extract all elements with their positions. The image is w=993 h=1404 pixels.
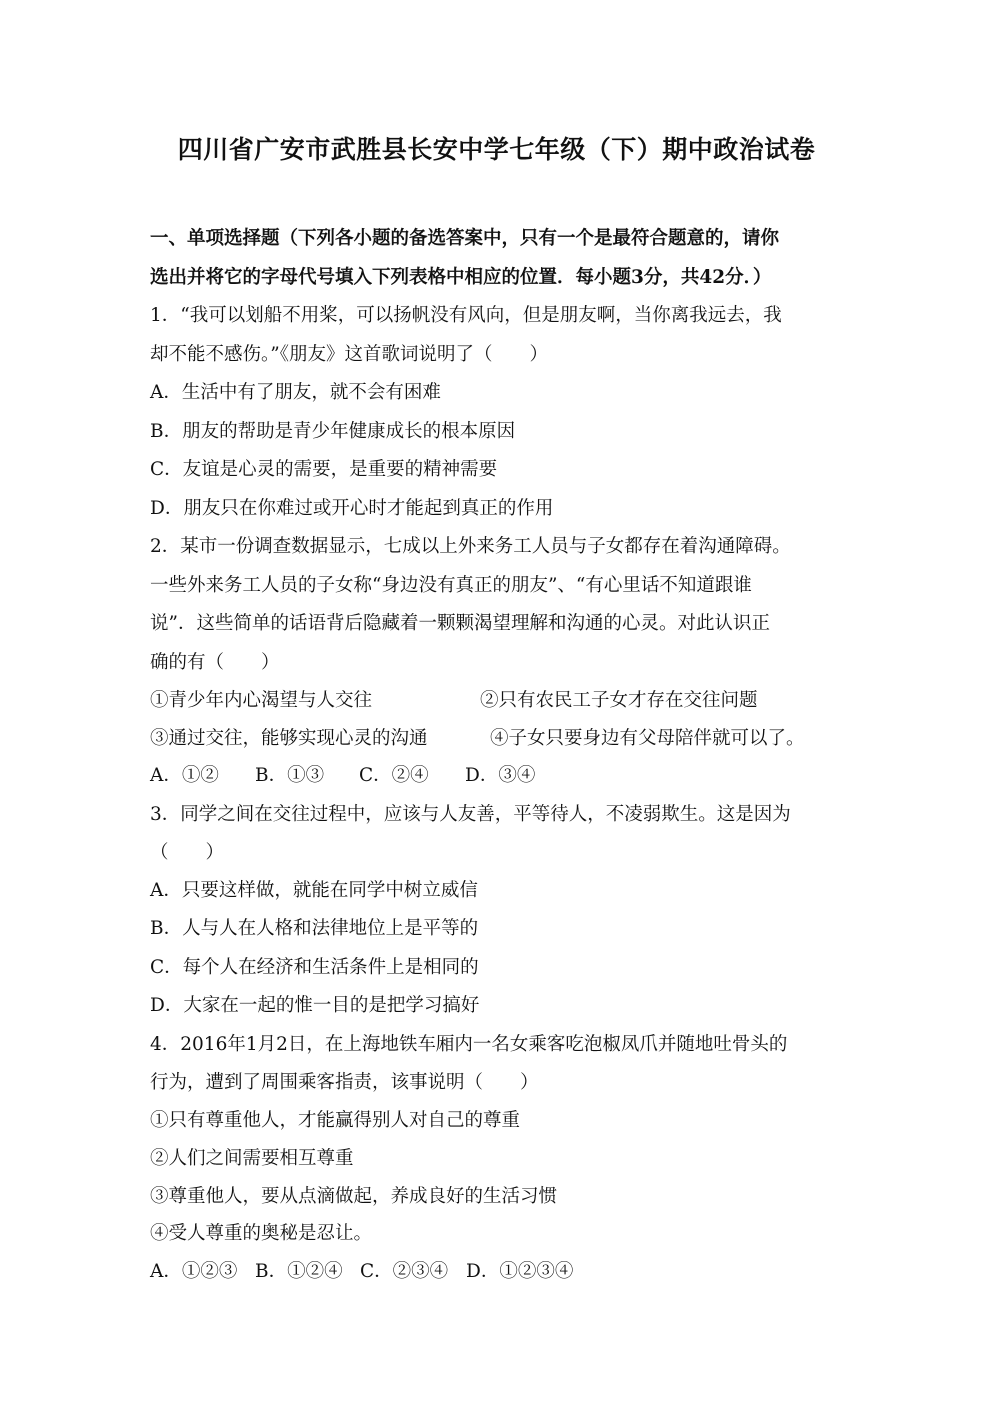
q2-statements-row-1 [150,688,850,714]
page-title: 四川省广安市武胜县长安中学七年级（下）期中政治试卷 [177,135,816,164]
q1-option-d: D．朋友只在你难过或开心时才能起到真正的作用 [150,498,554,519]
q1-option-b: B．朋友的帮助是青少年健康成长的根本原因 [150,421,516,442]
q2-stem-line-2: 一些外来务工人员的子女称“身边没有真正的朋友”、“有心里话不知道跟谁 [150,575,752,596]
q1-stem-line-1: 1．“我可以划船不用桨，可以扬帆没有风向，但是朋友啊，当你离我远去，我 [150,305,782,326]
q4-stem-line-2: 行为，遭到了周围乘客指责，该事说明（ ） [150,1072,539,1093]
q2-option-c: C．②④ [359,765,429,786]
q2-statements-row-2 [150,726,850,752]
q2-options-row [150,763,850,789]
q2-option-d: D．③④ [465,765,536,786]
q2-stem-line-3: 说”．这些简单的话语背后隐藏着一颗颗渴望理解和沟通的心灵。对此认识正 [150,613,770,634]
q3-stem-line-1: 3．同学之间在交往过程中，应该与人友善，平等待人，不凌弱欺生。这是因为 [150,804,791,825]
q2-stem-line-4: 确的有（ ） [150,652,280,673]
q4-statement-1: ①只有尊重他人，才能赢得别人对自己的尊重 [150,1110,521,1131]
q2-statement-3: ③通过交往，能够实现心灵的沟通 [150,728,428,749]
section-heading-line-1: 一、单项选择题（下列各小题的备选答案中，只有一个是最符合题意的，请你 [150,228,780,249]
q4-statement-4: ④受人尊重的奥秘是忍让。 [150,1223,373,1244]
q4-statement-2: ②人们之间需要相互尊重 [150,1148,354,1169]
q2-statement-4: ④子女只要身边有父母陪伴就可以了。 [490,728,805,749]
q3-option-b: B．人与人在人格和法律地位上是平等的 [150,918,479,939]
q3-option-d: D．大家在一起的惟一目的是把学习搞好 [150,995,480,1016]
q4-option-b: B．①②④ [255,1261,343,1282]
q4-statement-3: ③尊重他人，要从点滴做起，养成良好的生活习惯 [150,1186,558,1207]
q4-option-a: A．①②③ [150,1261,238,1282]
q4-options-row [150,1259,850,1285]
q3-option-c: C．每个人在经济和生活条件上是相同的 [150,957,479,978]
q4-option-c: C．②③④ [360,1261,449,1282]
q4-stem-line-1: 4．2016年1月2日，在上海地铁车厢内一名女乘客吃泡椒凤爪并随地吐骨头的 [150,1034,788,1055]
section-heading-line-2: 选出并将它的字母代号填入下列表格中相应的位置．每小题3分，共42分．） [150,267,772,288]
q2-statement-2: ②只有农民工子女才存在交往问题 [480,690,758,711]
q3-stem-line-2: （ ） [150,842,225,863]
q2-option-b: B．①③ [255,765,325,786]
q4-option-d: D．①②③④ [466,1261,574,1282]
q3-option-a: A．只要这样做，就能在同学中树立威信 [150,880,478,901]
q2-stem-line-1: 2．某市一份调查数据显示，七成以上外来务工人员与子女都存在着沟通障碍。 [150,536,791,557]
q1-option-c: C．友谊是心灵的需要，是重要的精神需要 [150,459,498,480]
q2-statement-1: ①青少年内心渴望与人交往 [150,690,373,711]
q1-option-a: A．生活中有了朋友，就不会有困难 [150,382,441,403]
q2-option-a: A．①② [150,765,219,786]
q1-stem-line-2: 却不能不感伤。”《朋友》这首歌词说明了（ ） [150,344,548,365]
